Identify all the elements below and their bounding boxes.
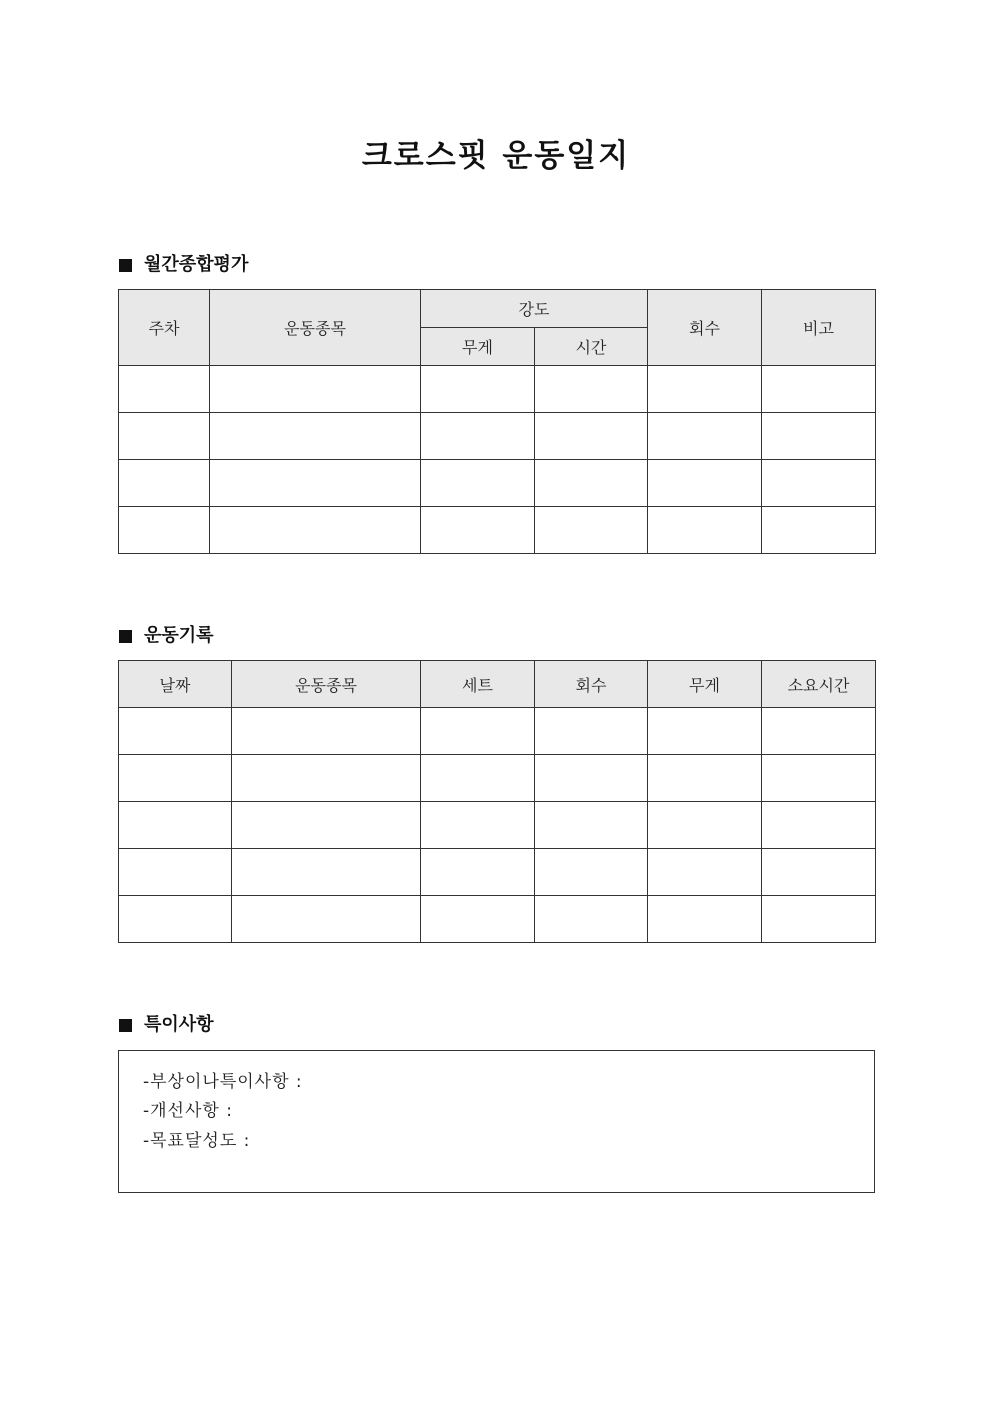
table-cell[interactable] bbox=[232, 896, 421, 943]
table-cell[interactable] bbox=[648, 802, 762, 849]
table-cell[interactable] bbox=[648, 708, 762, 755]
table-cell[interactable] bbox=[232, 802, 421, 849]
table-cell[interactable] bbox=[421, 708, 535, 755]
table-cell[interactable] bbox=[232, 849, 421, 896]
table-row bbox=[119, 755, 876, 802]
table-row bbox=[119, 507, 876, 554]
table-cell[interactable] bbox=[535, 896, 648, 943]
header-reps: 회수 bbox=[535, 661, 648, 708]
table-cell[interactable] bbox=[119, 755, 232, 802]
table-cell[interactable] bbox=[421, 849, 535, 896]
table-cell[interactable] bbox=[762, 366, 876, 413]
table-cell[interactable] bbox=[421, 366, 535, 413]
header-intensity: 강도 bbox=[421, 290, 648, 328]
table-cell[interactable] bbox=[762, 849, 876, 896]
table-cell[interactable] bbox=[210, 460, 421, 507]
table-cell[interactable] bbox=[210, 413, 421, 460]
table-row bbox=[119, 896, 876, 943]
table-cell[interactable] bbox=[535, 460, 648, 507]
table-cell[interactable] bbox=[762, 708, 876, 755]
table-cell[interactable] bbox=[535, 802, 648, 849]
header-sets: 세트 bbox=[421, 661, 535, 708]
table-cell[interactable] bbox=[535, 755, 648, 802]
table-row bbox=[119, 802, 876, 849]
table-row bbox=[119, 413, 876, 460]
table-cell[interactable] bbox=[210, 507, 421, 554]
table-cell[interactable] bbox=[762, 507, 876, 554]
header-exercise: 운동종목 bbox=[210, 290, 421, 366]
monthly-section-heading bbox=[119, 253, 248, 277]
square-bullet-icon bbox=[119, 630, 132, 643]
page-title: 크로스핏 운동일지 bbox=[361, 138, 631, 174]
table-cell[interactable] bbox=[421, 896, 535, 943]
note-injury-line: -부상이나특이사항 : bbox=[143, 1072, 303, 1092]
table-cell[interactable] bbox=[421, 460, 535, 507]
exercise-record-table bbox=[118, 660, 876, 943]
table-cell[interactable] bbox=[648, 460, 762, 507]
table-cell[interactable] bbox=[421, 413, 535, 460]
table-cell[interactable] bbox=[421, 802, 535, 849]
table-cell[interactable] bbox=[648, 849, 762, 896]
table-cell[interactable] bbox=[210, 366, 421, 413]
header-time: 시간 bbox=[535, 328, 648, 366]
record-section-title: 운동기록 bbox=[144, 625, 214, 646]
monthly-evaluation-table bbox=[118, 289, 876, 554]
table-cell[interactable] bbox=[648, 366, 762, 413]
notes-box[interactable] bbox=[118, 1050, 875, 1193]
table-cell[interactable] bbox=[535, 708, 648, 755]
table-cell[interactable] bbox=[119, 802, 232, 849]
table-cell[interactable] bbox=[535, 507, 648, 554]
table-cell[interactable] bbox=[535, 366, 648, 413]
table-cell[interactable] bbox=[648, 755, 762, 802]
header-week: 주차 bbox=[119, 290, 210, 366]
table-cell[interactable] bbox=[232, 708, 421, 755]
table-cell[interactable] bbox=[762, 755, 876, 802]
table-cell[interactable] bbox=[421, 755, 535, 802]
table-cell[interactable] bbox=[119, 413, 210, 460]
header-duration: 소요시간 bbox=[762, 661, 876, 708]
table-cell[interactable] bbox=[119, 708, 232, 755]
table-row bbox=[119, 708, 876, 755]
table-cell[interactable] bbox=[232, 755, 421, 802]
table-cell[interactable] bbox=[535, 849, 648, 896]
table-row bbox=[119, 849, 876, 896]
header-weight: 무게 bbox=[421, 328, 535, 366]
square-bullet-icon bbox=[119, 259, 132, 272]
note-goal-line: -목표달성도 : bbox=[143, 1131, 251, 1151]
table-cell[interactable] bbox=[648, 507, 762, 554]
table-cell[interactable] bbox=[119, 896, 232, 943]
header-exercise: 운동종목 bbox=[232, 661, 421, 708]
notes-section-title: 특이사항 bbox=[144, 1014, 214, 1035]
table-cell[interactable] bbox=[762, 460, 876, 507]
square-bullet-icon bbox=[119, 1019, 132, 1032]
monthly-section-title: 월간종합평가 bbox=[144, 254, 249, 275]
header-date: 날짜 bbox=[119, 661, 232, 708]
table-cell[interactable] bbox=[535, 413, 648, 460]
header-weight: 무게 bbox=[648, 661, 762, 708]
header-reps: 회수 bbox=[648, 290, 762, 366]
table-cell[interactable] bbox=[119, 366, 210, 413]
table-cell[interactable] bbox=[648, 896, 762, 943]
table-cell[interactable] bbox=[648, 413, 762, 460]
table-row bbox=[119, 460, 876, 507]
table-cell[interactable] bbox=[762, 802, 876, 849]
table-cell[interactable] bbox=[119, 849, 232, 896]
header-remarks: 비고 bbox=[762, 290, 876, 366]
record-section-heading bbox=[119, 624, 214, 648]
table-cell[interactable] bbox=[119, 460, 210, 507]
table-cell[interactable] bbox=[421, 507, 535, 554]
note-improvement-line: -개선사항 : bbox=[143, 1101, 233, 1121]
table-cell[interactable] bbox=[762, 413, 876, 460]
table-row bbox=[119, 366, 876, 413]
table-cell[interactable] bbox=[119, 507, 210, 554]
notes-section-heading bbox=[119, 1013, 214, 1037]
table-cell[interactable] bbox=[762, 896, 876, 943]
